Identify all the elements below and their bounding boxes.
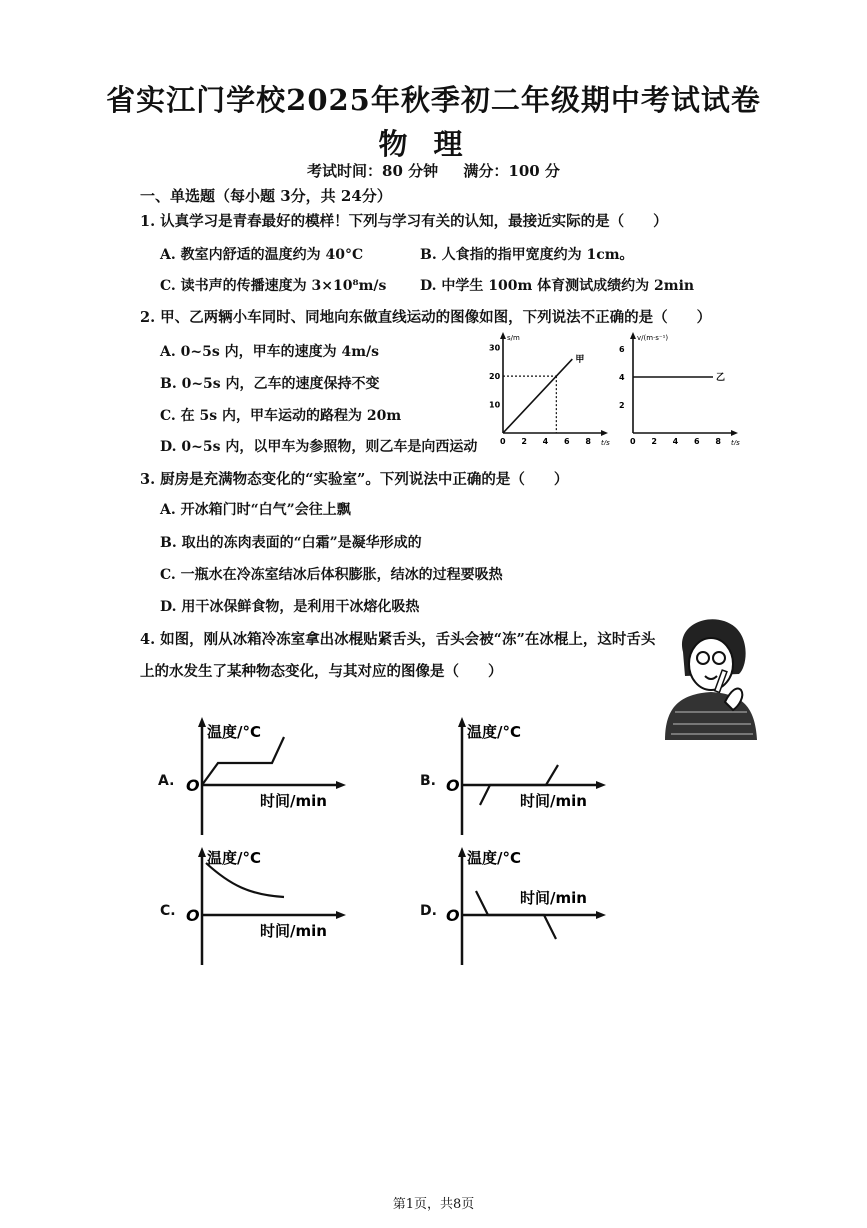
chart1-y-tick-1: 20 (489, 372, 501, 382)
chart1-x-tick-1: 2 (521, 437, 527, 445)
question-3: 3. 厨房是充满物态变化的“实验室”。下列说法中正确的是（ ） (140, 471, 569, 488)
chart2-y-tick-1: 4 (619, 373, 625, 382)
exam-score: 满分：100 分 (463, 162, 560, 180)
q2-option-d: D. 0~5s 内，以甲车为参照物，则乙车是向西运动 (160, 439, 478, 455)
graph-a-origin: O (186, 776, 200, 795)
chart1-series-line-0 (503, 359, 572, 433)
exam-title: 省实江门学校2025年秋季初二年级期中考试试卷 (106, 83, 761, 117)
chart2-y-arrow (630, 332, 636, 339)
chart2-xlabel: t/s (731, 439, 740, 445)
chart2-x-tick-2: 4 (672, 437, 679, 445)
q1-option-b: B. 人食指的指甲宽度约为 1cm。 (420, 247, 634, 263)
exam-meta (0, 160, 867, 181)
chart2-ylabel: v/(m·s⁻¹) (637, 334, 669, 342)
graph-c-ylabel: 温度/°C (207, 849, 261, 867)
chart2-series-name-0: 乙 (716, 373, 726, 383)
chart1-y-tick-0: 10 (489, 400, 501, 410)
q2-option-b: B. 0~5s 内，乙车的速度保持不变 (160, 376, 380, 392)
person-licking-popsicle-illustration (655, 612, 765, 742)
exam-time: 考试时间：80 分钟 (307, 162, 439, 180)
q3-option-c: C. 一瓶水在冷冻室结冰后体积膨胀，结冰的过程要吸热 (160, 567, 503, 583)
chart2-x-arrow (731, 430, 738, 436)
chart1-x-tick-2: 4 (542, 437, 549, 445)
graph-c-xlabel: 时间/min (260, 922, 327, 940)
chart-velocity-time (605, 330, 745, 445)
graph-b-xlabel: 时间/min (520, 792, 587, 810)
graph-a-xlabel: 时间/min (260, 792, 327, 810)
graph-c-origin: O (186, 906, 200, 925)
chart2-x-tick-0: 0 (630, 437, 636, 445)
chart2-x-tick-1: 2 (651, 437, 657, 445)
q2-option-c: C. 在 5s 内，甲车运动的路程为 20m (160, 408, 402, 424)
question-4-line1: 4. 如图，刚从冰箱冷冻室拿出冰棍贴紧舌头，舌头会被“冻”在冰棍上，这时舌头 (140, 631, 656, 648)
exam-subject: 物理 (378, 127, 489, 161)
graph-c-label: C. (160, 903, 176, 919)
question-2: 2. 甲、乙两辆小车同时、同地向东做直线运动的图像如图，下列说法不正确的是（ ） (140, 309, 712, 326)
question-1: 1. 认真学习是青春最好的模样！下列与学习有关的认知，最接近实际的是（ ） (140, 213, 668, 230)
q2-option-a: A. 0~5s 内，甲车的速度为 4m/s (160, 344, 380, 360)
chart1-series-name-0: 甲 (575, 355, 585, 366)
graph-d-label: D. (420, 903, 437, 919)
graph-a-label: A. (158, 773, 175, 789)
chart1-ylabel: s/m (507, 334, 520, 342)
section-heading: 一、单选题（每小题 3分，共 24分） (140, 187, 392, 205)
chart1-xlabel: t/s (601, 439, 610, 445)
graph-a (180, 715, 350, 840)
chart1-x-tick-0: 0 (500, 437, 506, 445)
chart2-x-tick-3: 6 (694, 437, 700, 445)
chart1-x-tick-3: 6 (564, 437, 570, 445)
chart1-x-tick-4: 8 (585, 437, 591, 445)
question-4-line2: 上的水发生了某种物态变化，与其对应的图像是（ ） (140, 663, 503, 680)
chart2-x-tick-4: 8 (715, 437, 721, 445)
graph-b-label: B. (420, 773, 436, 789)
chart-distance-time (475, 330, 615, 445)
graph-b-origin: O (446, 776, 460, 795)
graph-d-xlabel: 时间/min (520, 889, 587, 907)
graph-d-origin: O (446, 906, 460, 925)
graph-b (440, 715, 610, 840)
page-footer: 第1页，共8页 (392, 1197, 475, 1212)
q3-option-a: A. 开冰箱门时“白气”会往上飘 (160, 502, 351, 518)
chart1-y-arrow (500, 332, 506, 339)
graph-c (180, 845, 350, 970)
q3-option-b: B. 取出的冻肉表面的“白霜”是凝华形成的 (160, 535, 422, 551)
q1-option-c: C. 读书声的传播速度为 3×10⁸m/s (160, 278, 387, 294)
graph-b-ylabel: 温度/°C (467, 723, 521, 741)
q1-option-d: D. 中学生 100m 体育测试成绩约为 2min (420, 278, 695, 294)
chart2-y-tick-0: 2 (619, 401, 625, 410)
q1-option-a: A. 教室内舒适的温度约为 40°C (160, 247, 364, 263)
graph-a-ylabel: 温度/°C (207, 723, 261, 741)
graph-d (440, 845, 610, 970)
q3-option-d: D. 用干冰保鲜食物，是利用干冰熔化吸热 (160, 599, 420, 615)
chart2-y-tick-2: 6 (619, 345, 625, 354)
graph-d-ylabel: 温度/°C (467, 849, 521, 867)
chart1-y-tick-2: 30 (489, 343, 501, 353)
